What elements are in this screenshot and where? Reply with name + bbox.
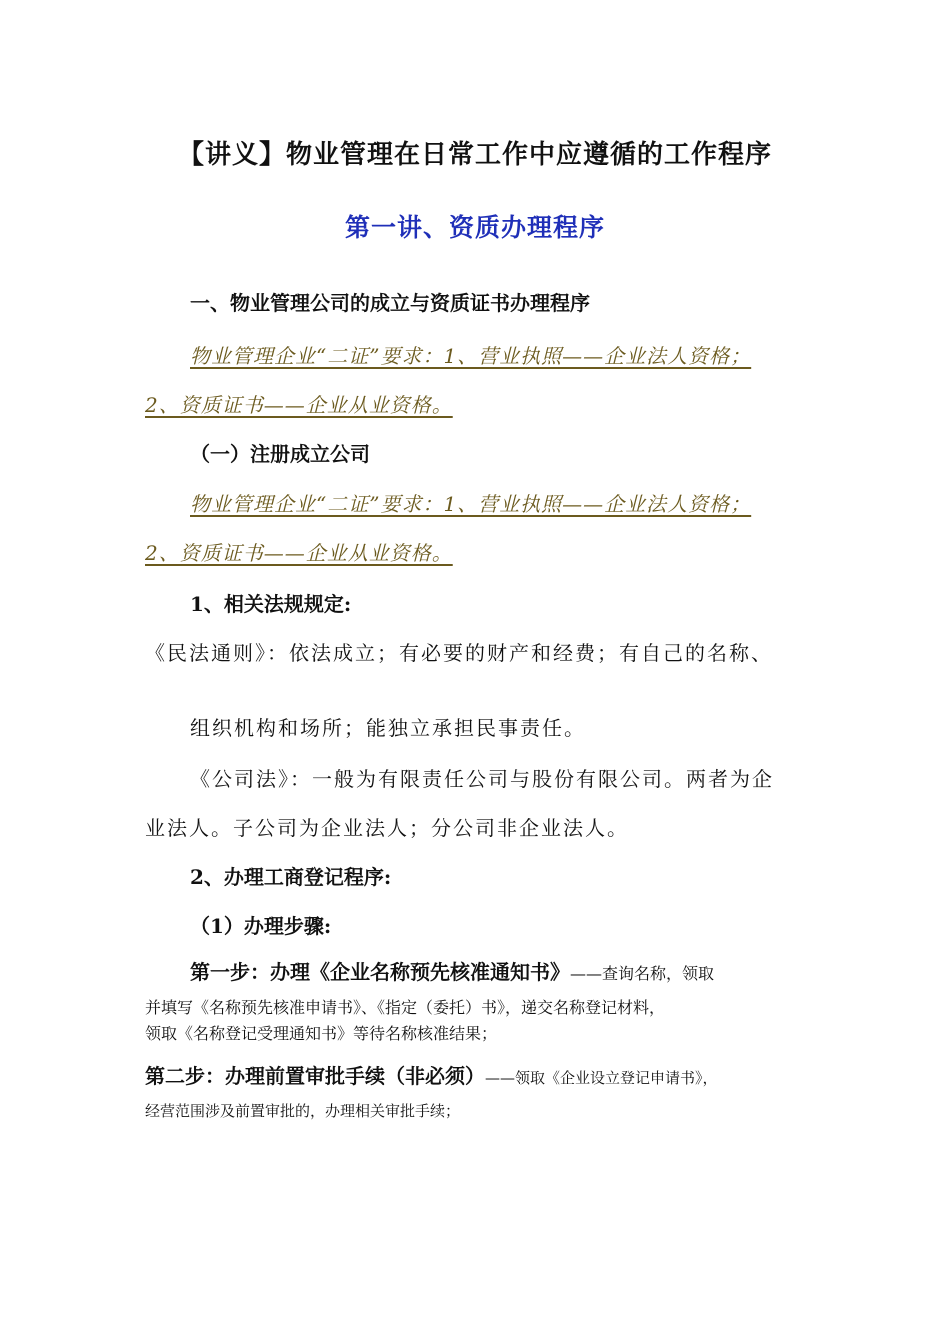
step-1-line-3: 领取《名称登记受理通知书》等待名称核准结果； bbox=[145, 1024, 498, 1043]
step-1-line-1 bbox=[190, 960, 714, 986]
quote-line-1b: 2、资质证书——企业从业资格。 bbox=[145, 393, 453, 417]
company-law-line-1: 《公司法》：一般为有限责任公司与股份有限公司。两者为企 bbox=[190, 767, 774, 791]
quote-line-2a: 物业管理企业“二证”要求：1、营业执照——企业法人资格； bbox=[190, 492, 752, 516]
lecture-title: 第一讲、资质办理程序 bbox=[344, 213, 605, 242]
subitem-heading-1: （1）办理步骤: bbox=[190, 914, 332, 938]
item-heading-2: 2、办理工商登记程序: bbox=[190, 865, 392, 889]
document-title: 【讲义】物业管理在日常工作中应遵循的工作程序 bbox=[177, 140, 772, 170]
quote-line-1a: 物业管理企业“二证”要求：1、营业执照——企业法人资格； bbox=[190, 344, 752, 368]
step-1-rest: ——查询名称，领取 bbox=[570, 964, 715, 983]
step-1-line-2: 并填写《名称预先核准申请书》、《指定（委托）书》，递交名称登记材料， bbox=[145, 998, 666, 1017]
step-2-lead: 第二步：办理前置审批手续（非必须） bbox=[145, 1064, 485, 1088]
section-heading-1: 一、物业管理公司的成立与资质证书办理程序 bbox=[190, 291, 590, 315]
civil-law-line-1: 《民法通则》：依法成立；有必要的财产和经费；有自己的名称、 bbox=[145, 641, 773, 665]
company-law-line-2: 业法人。子公司为企业法人；分公司非企业法人。 bbox=[145, 816, 629, 840]
step-2-rest: ——领取《企业设立登记申请书》， bbox=[485, 1069, 718, 1087]
civil-law-line-2: 组织机构和场所；能独立承担民事责任。 bbox=[190, 716, 586, 740]
step-2-line-2: 经营范围涉及前置审批的，办理相关审批手续； bbox=[145, 1102, 461, 1120]
step-2-line-1 bbox=[145, 1060, 718, 1089]
quote-line-2b: 2、资质证书——企业从业资格。 bbox=[145, 541, 453, 565]
item-heading-1: 1、相关法规规定: bbox=[190, 592, 352, 616]
subsection-heading-1: （一）注册成立公司 bbox=[190, 442, 370, 466]
step-1-lead: 第一步：办理《企业名称预先核准通知书》 bbox=[190, 960, 570, 984]
